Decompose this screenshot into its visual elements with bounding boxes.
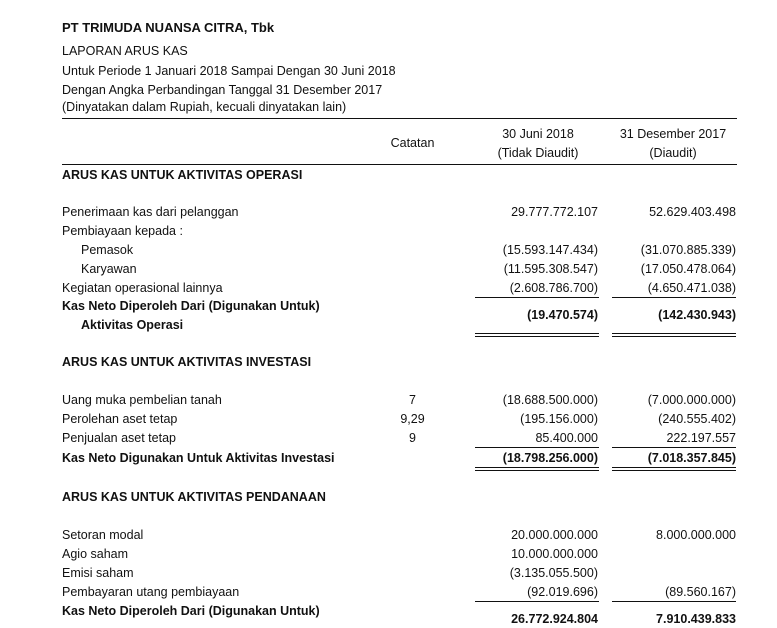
column-header-rule bbox=[62, 164, 737, 165]
section-title-operating: ARUS KAS UNTUK AKTIVITAS OPERASI bbox=[62, 168, 303, 182]
row-value-2018: (2.608.786.700) bbox=[509, 281, 598, 295]
row-value-2018: 10.000.000.000 bbox=[511, 547, 598, 561]
row-label: Pemasok bbox=[81, 243, 134, 257]
row-label: Uang muka pembelian tanah bbox=[62, 393, 222, 407]
financing-total-2017: 7.910.439.833 bbox=[656, 612, 736, 626]
row-label: Agio saham bbox=[62, 547, 129, 561]
row-value-2017: (31.070.885.339) bbox=[640, 243, 736, 257]
total-rule bbox=[475, 467, 599, 468]
section-title-financing: ARUS KAS UNTUK AKTIVITAS PENDANAAN bbox=[62, 490, 326, 504]
header-rule bbox=[62, 118, 737, 119]
col-notes-header: Catatan bbox=[390, 136, 435, 150]
operating-total-2017: (142.430.943) bbox=[658, 308, 736, 322]
col2-header-status: (Diaudit) bbox=[649, 146, 697, 160]
row-value-2018: 20.000.000.000 bbox=[511, 528, 598, 542]
row-label: Pembayaran utang pembiayaan bbox=[62, 585, 240, 599]
investing-total-2018: (18.798.256.000) bbox=[502, 451, 598, 465]
row-label: Kegiatan operasional lainnya bbox=[62, 281, 223, 295]
section-title-investing: ARUS KAS UNTUK AKTIVITAS INVESTASI bbox=[62, 355, 312, 369]
row-value-2018: (3.135.055.500) bbox=[509, 566, 598, 580]
operating-total-label: Kas Neto Diperoleh Dari (Digunakan Untuk) bbox=[62, 299, 320, 313]
row-value-2018: 29.777.772.107 bbox=[511, 205, 598, 219]
operating-total-label-cont: Aktivitas Operasi bbox=[81, 318, 184, 332]
row-note: 9,29 bbox=[400, 412, 425, 426]
row-value-2018: 85.400.000 bbox=[535, 431, 598, 445]
row-value-2017: 52.629.403.498 bbox=[649, 205, 736, 219]
operating-total-2018: (19.470.574) bbox=[527, 308, 598, 322]
row-value-2017: (7.000.000.000) bbox=[647, 393, 736, 407]
total-rule bbox=[475, 336, 599, 337]
report-period: Untuk Periode 1 Januari 2018 Sampai Dengan 30 Juni 2018 bbox=[62, 64, 396, 78]
row-value-2017: (17.050.478.064) bbox=[640, 262, 736, 276]
investing-total-label: Kas Neto Digunakan Untuk Aktivitas Investasi bbox=[62, 451, 335, 465]
total-rule bbox=[612, 336, 736, 337]
row-value-2017: (4.650.471.038) bbox=[647, 281, 736, 295]
row-label: Perolehan aset tetap bbox=[62, 412, 178, 426]
col1-header-status: (Tidak Diaudit) bbox=[497, 146, 579, 160]
total-rule bbox=[475, 470, 599, 471]
row-label: Penjualan aset tetap bbox=[62, 431, 176, 445]
row-value-2017: (89.560.167) bbox=[665, 585, 736, 599]
row-value-2018: (92.019.696) bbox=[527, 585, 598, 599]
report-title: LAPORAN ARUS KAS bbox=[62, 44, 188, 58]
row-note: 9 bbox=[409, 431, 416, 445]
investing-total-2017: (7.018.357.845) bbox=[647, 451, 736, 465]
row-label: Emisi saham bbox=[62, 566, 134, 580]
row-value-2018: (11.595.308.547) bbox=[503, 262, 598, 276]
row-value-2017: 222.197.557 bbox=[666, 431, 736, 445]
subtotal-rule bbox=[612, 601, 736, 602]
row-note: 7 bbox=[409, 393, 416, 407]
total-rule bbox=[612, 470, 736, 471]
total-rule bbox=[612, 467, 736, 468]
col1-header-date: 30 Juni 2018 bbox=[502, 127, 574, 141]
company-name: PT TRIMUDA NUANSA CITRA, Tbk bbox=[62, 20, 275, 35]
financing-total-label: Kas Neto Diperoleh Dari (Digunakan Untuk) bbox=[62, 604, 320, 618]
row-value-2017: 8.000.000.000 bbox=[656, 528, 736, 542]
financing-total-2018: 26.772.924.804 bbox=[511, 612, 598, 626]
row-value-2017: (240.555.402) bbox=[658, 412, 736, 426]
total-rule bbox=[612, 333, 736, 334]
subtotal-rule bbox=[475, 297, 599, 298]
row-label: Karyawan bbox=[81, 262, 137, 276]
total-rule bbox=[475, 333, 599, 334]
subtotal-rule bbox=[612, 297, 736, 298]
row-label: Setoran modal bbox=[62, 528, 144, 542]
row-value-2018: (18.688.500.000) bbox=[502, 393, 598, 407]
col2-header-date: 31 Desember 2017 bbox=[619, 127, 727, 141]
row-label: Penerimaan kas dari pelanggan bbox=[62, 205, 239, 219]
subtotal-rule bbox=[612, 447, 736, 448]
row-value-2018: (15.593.147.434) bbox=[502, 243, 598, 257]
row-label: Pembiayaan kepada : bbox=[62, 224, 183, 238]
row-value-2018: (195.156.000) bbox=[520, 412, 598, 426]
subtotal-rule bbox=[475, 601, 599, 602]
currency-note: (Dinyatakan dalam Rupiah, kecuali dinyatakan lain) bbox=[62, 100, 347, 114]
subtotal-rule bbox=[475, 447, 599, 448]
report-comparison: Dengan Angka Perbandingan Tanggal 31 Desember 2017 bbox=[62, 83, 383, 97]
